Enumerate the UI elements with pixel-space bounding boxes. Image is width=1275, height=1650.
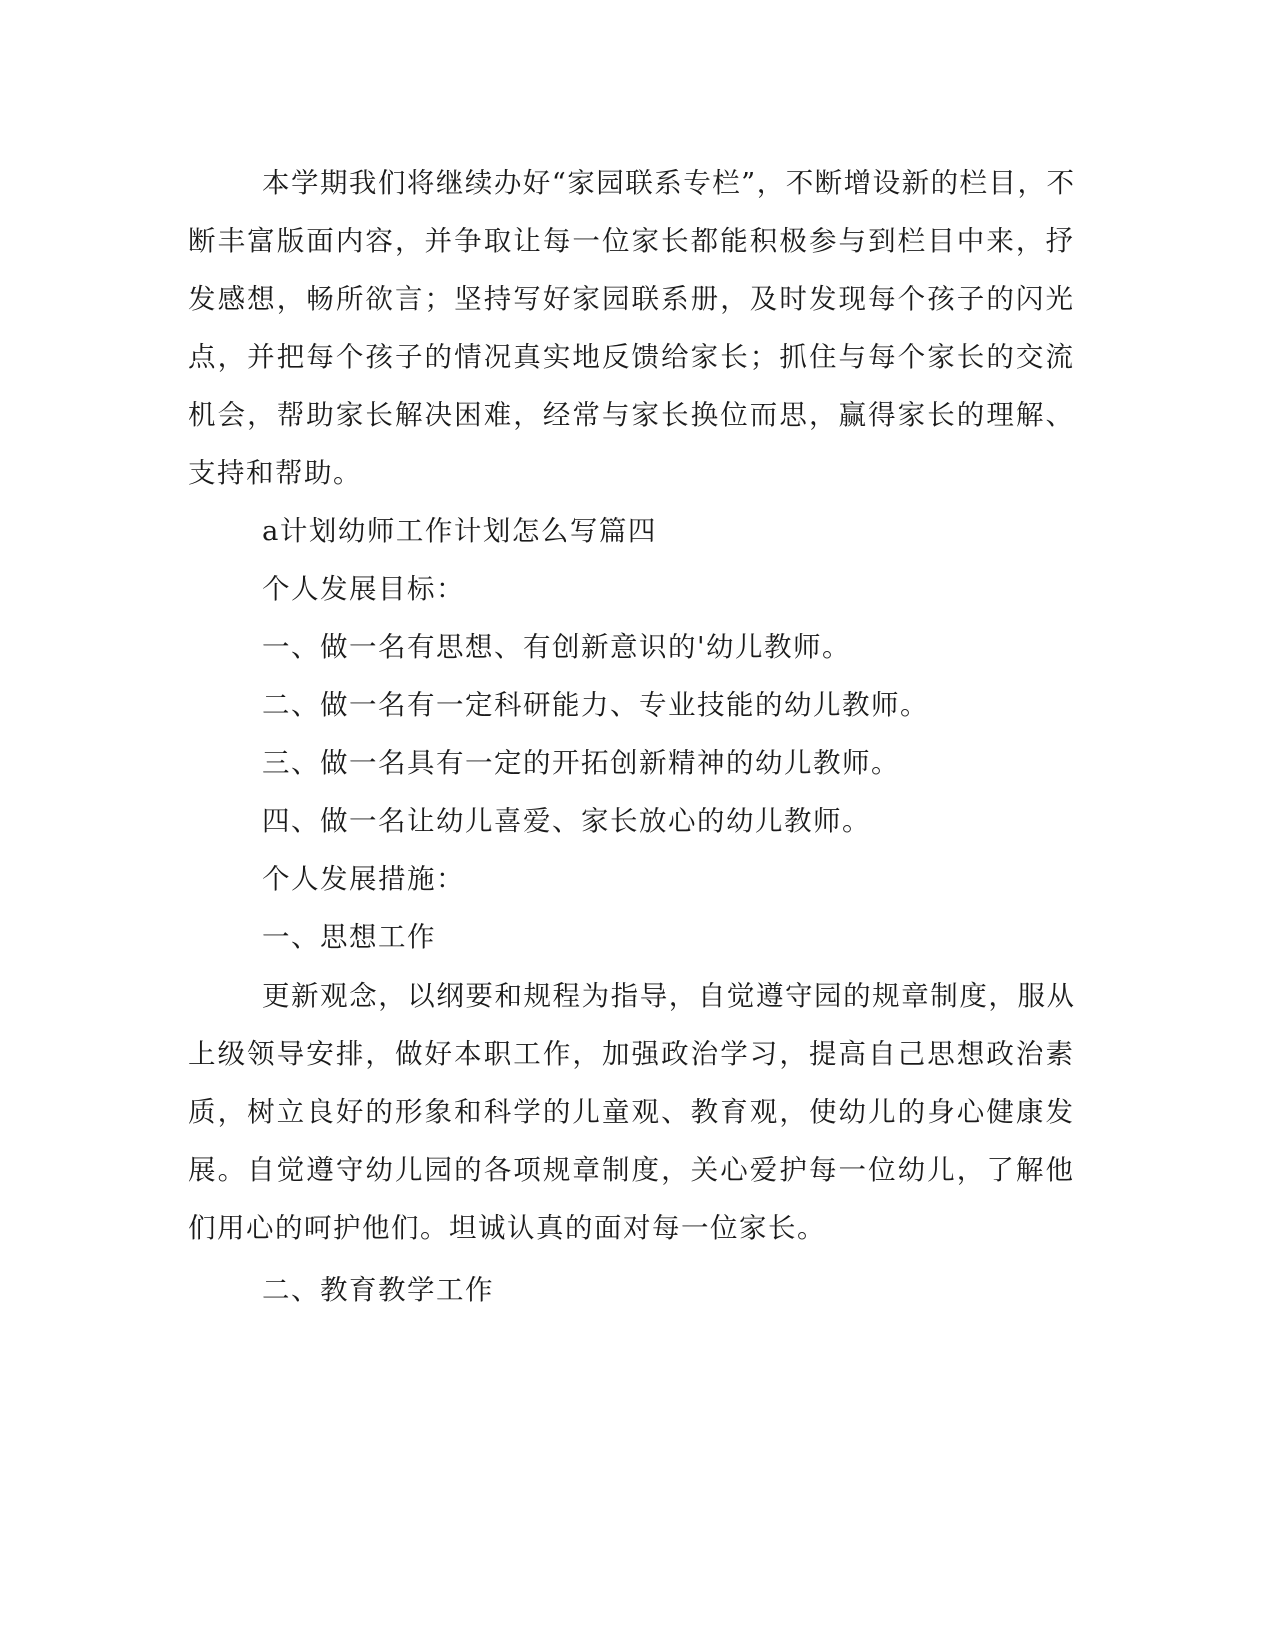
goal-item: 一、做一名有思想、有创新意识的'幼儿教师。 — [262, 631, 852, 663]
measures-heading: 个人发展措施： — [262, 863, 465, 895]
paragraph-line: 支持和帮助。 — [188, 457, 362, 489]
paragraph-line: 本学期我们将继续办好“家园联系专栏”，不断增设新的栏目，不 — [262, 167, 1074, 199]
paragraph-line: 更新观念，以纲要和规程为指导，自觉遵守园的规章制度，服从 — [262, 980, 1074, 1012]
measure-heading: 一、思想工作 — [262, 921, 436, 953]
goals-heading: 个人发展目标： — [262, 573, 465, 605]
paragraph-line: 发感想，畅所欲言；坚持写好家园联系册，及时发现每个孩子的闪光 — [188, 283, 1073, 315]
paragraph-line: 断丰富版面内容，并争取让每一位家长都能积极参与到栏目中来，抒 — [188, 225, 1073, 257]
goal-item: 四、做一名让幼儿喜爱、家长放心的幼儿教师。 — [262, 805, 871, 837]
paragraph-line: 们用心的呵护他们。坦诚认真的面对每一位家长。 — [188, 1212, 826, 1244]
paragraph-line: 展。自觉遵守幼儿园的各项规章制度，关心爱护每一位幼儿，了解他 — [188, 1154, 1073, 1186]
paragraph-line: 上级领导安排，做好本职工作，加强政治学习，提高自己思想政治素 — [188, 1038, 1073, 1070]
paragraph-line: 质，树立良好的形象和科学的儿童观、教育观，使幼儿的身心健康发 — [188, 1096, 1073, 1128]
paragraph-line: 机会，帮助家长解决困难，经常与家长换位而思，赢得家长的理解、 — [188, 399, 1073, 431]
section-title: a计划幼师工作计划怎么写篇四 — [262, 515, 657, 547]
paragraph-line: 点，并把每个孩子的情况真实地反馈给家长；抓住与每个家长的交流 — [188, 341, 1073, 373]
measure-heading: 二、教育教学工作 — [262, 1274, 494, 1306]
goal-item: 三、做一名具有一定的开拓创新精神的幼儿教师。 — [262, 747, 900, 779]
goal-item: 二、做一名有一定科研能力、专业技能的幼儿教师。 — [262, 689, 929, 721]
